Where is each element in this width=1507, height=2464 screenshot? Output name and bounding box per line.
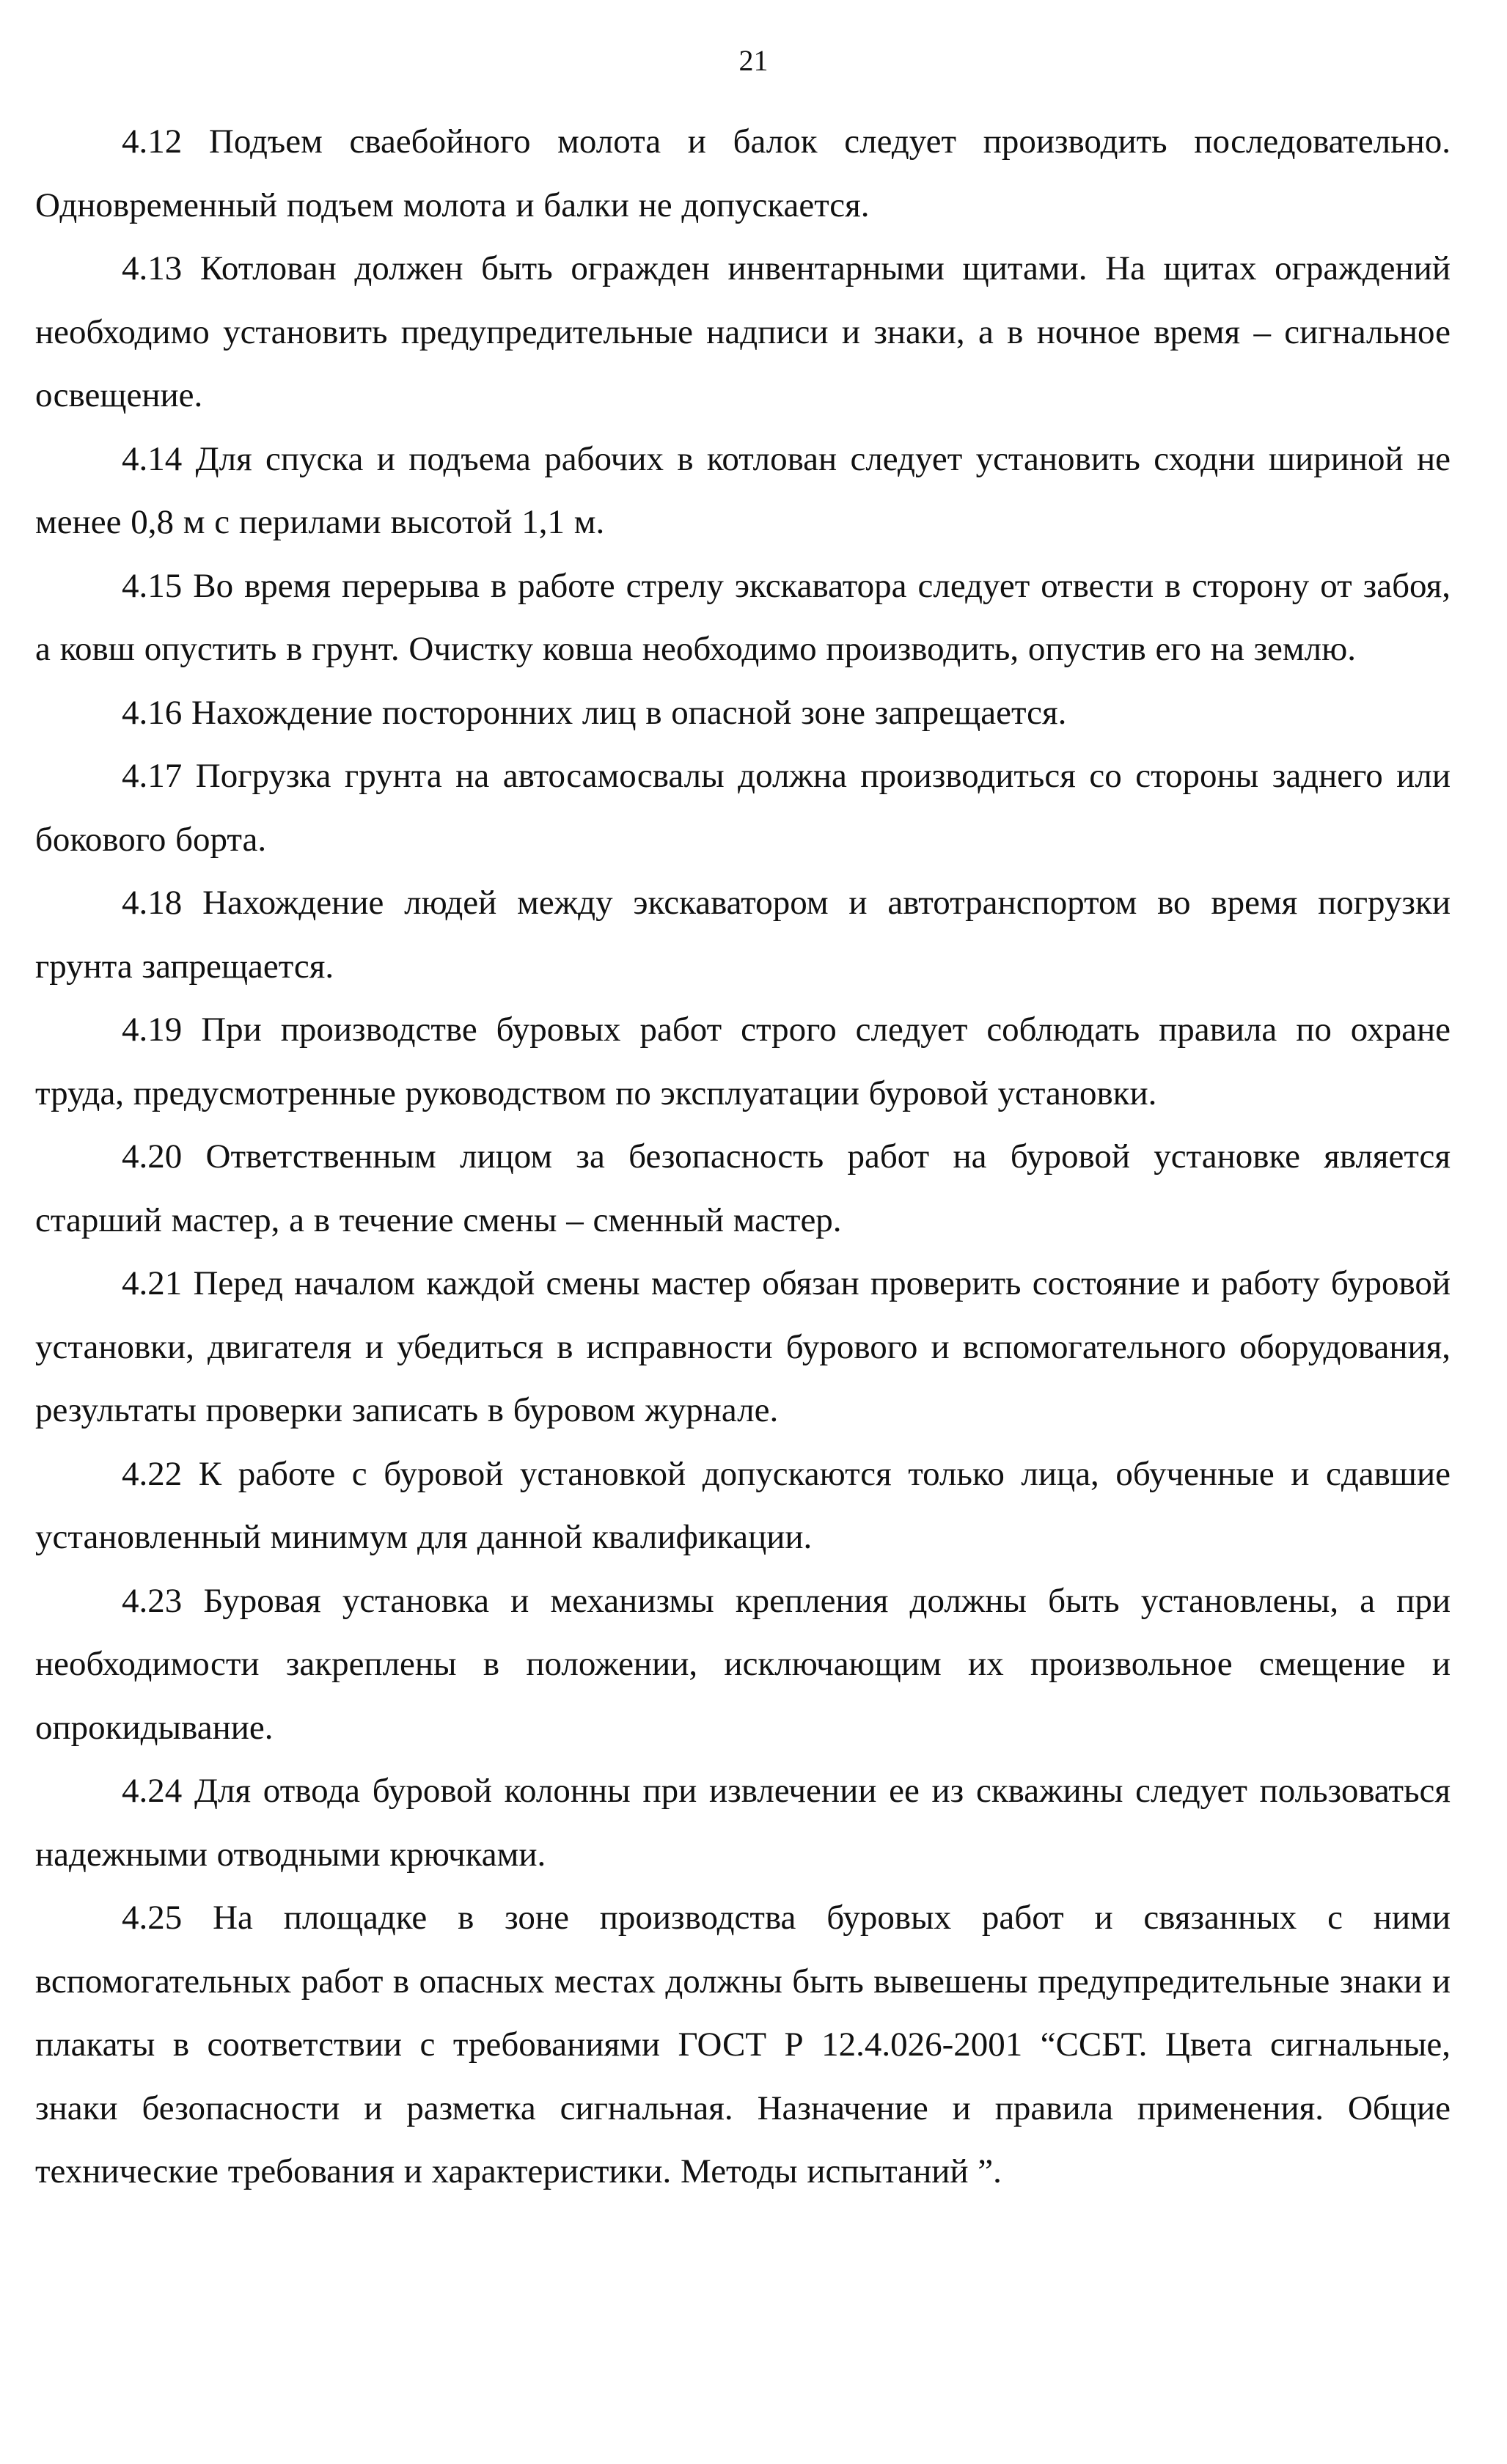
paragraph-4-17: 4.17 Погрузка грунта на автосамосвалы должна производиться со стороны заднего или бокового борта. xyxy=(35,757,1451,859)
paragraph-4-21: 4.21 Перед началом каждой смены мастер обязан проверить состояние и работу буровой установки, двигателя и убедиться в исправности бурового и вспомогательного оборудования, результаты проверки записать в буровом журнале. xyxy=(35,1264,1451,1429)
paragraph-4-20: 4.20 Ответственным лицом за безопасность работ на буровой установке является старший мастер, а в течение смены – сменный мастер. xyxy=(35,1137,1451,1239)
paragraph-4-24: 4.24 Для отвода буровой колонны при извлечении ее из скважины следует пользоваться надежными отводными крючками. xyxy=(35,1772,1451,1874)
page-number: 21 xyxy=(738,44,769,77)
paragraph-4-23: 4.23 Буровая установка и механизмы крепления должны быть установлены, а при необходимости закреплены в положении, исключающим их произвольное смещение и опрокидывание. xyxy=(35,1581,1451,1747)
paragraph-4-15: 4.15 Во время перерыва в работе стрелу экскаватора следует отвести в сторону от забоя, а ковш опустить в грунт. Очистку ковша необходимо производить, опустив его на землю. xyxy=(35,566,1451,668)
paragraph-4-12: 4.12 Подъем сваебойного молота и балок следует производить последовательно. Одновременный подъем молота и балки не допускается. xyxy=(35,122,1451,224)
paragraph-4-19: 4.19 При производстве буровых работ строго следует соблюдать правила по охране труда, предусмотренные руководством по эксплуатации буровой установки. xyxy=(35,1011,1451,1112)
paragraph-4-16: 4.16 Нахождение посторонних лиц в опасной зоне запрещается. xyxy=(122,693,1067,732)
paragraph-4-13: 4.13 Котлован должен быть огражден инвентарными щитами. На щитах ограждений необходимо установить предупредительные надписи и знаки, а в ночное время – сигнальное освещение. xyxy=(35,249,1451,414)
paragraph-4-22: 4.22 К работе с буровой установкой допускаются только лица, обученные и сдавшие установленный минимум для данной квалификации. xyxy=(35,1454,1451,1556)
document-body xyxy=(35,110,1451,2204)
paragraph-4-25: 4.25 На площадке в зоне производства буровых работ и связанных с ними вспомогательных работ в опасных местах должны быть вывешены предупредительные знаки и плакаты в соответствии с требованиями ГОСТ Р 12.4.026-2001 “ССБТ. Цвета сигнальные, знаки безопасности и разметка сигнальная. Назначение и правила применения. Общие технические требования и характеристики. Методы испытаний ”. xyxy=(35,1899,1451,2190)
paragraph-4-18: 4.18 Нахождение людей между экскаватором и автотранспортом во время погрузки грунта запрещается. xyxy=(35,884,1451,986)
paragraph-4-14: 4.14 Для спуска и подъема рабочих в котлован следует установить сходни шириной не менее 0,8 м с перилами высотой 1,1 м. xyxy=(35,439,1451,541)
